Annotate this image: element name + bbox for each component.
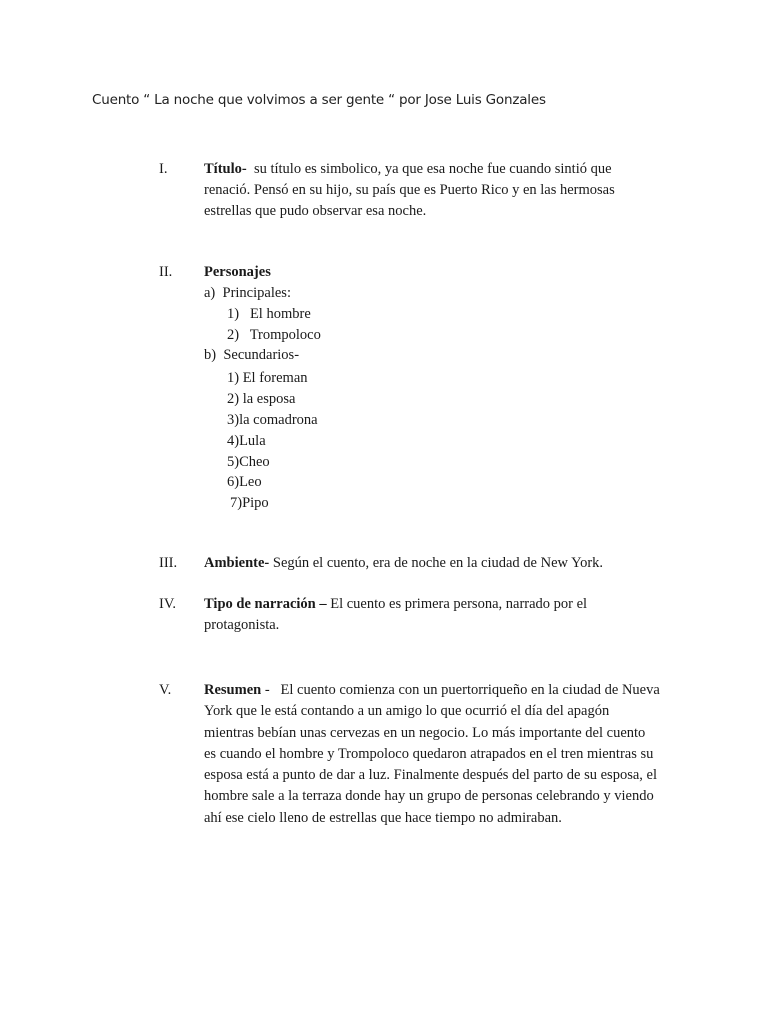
list-item: 2) la esposa	[227, 391, 296, 407]
section-body	[204, 553, 644, 574]
section-body	[204, 594, 644, 636]
section-text-line: protagonista.	[204, 617, 280, 633]
list-item: 6)Leo	[227, 474, 262, 490]
list-item: 4)Lula	[227, 433, 266, 449]
list-item: 2) Trompoloco	[227, 327, 321, 343]
section-heading: Resumen	[204, 682, 262, 698]
principales-label: a) Principales:	[204, 285, 291, 301]
section-text-line: renació. Pensó en su hijo, su país que es Puerto Rico y en las hermosas	[204, 182, 615, 198]
section-body	[204, 262, 644, 283]
section-text-line: - El cuento comienza con un puertorriqueño en la ciudad de Nueva	[261, 682, 660, 698]
section-heading: Tipo de narración –	[204, 596, 327, 612]
section-heading: Ambiente-	[204, 555, 270, 571]
section-text-line: El cuento es primera persona, narrado por el	[326, 596, 588, 612]
list-item: 1) El foreman	[227, 370, 308, 386]
section-text-line: Según el cuento, era de noche en la ciudad de New York.	[269, 555, 604, 571]
list-item: 7)Pipo	[230, 495, 269, 511]
list-item: 3)la comadrona	[227, 412, 318, 428]
document-title: Cuento “ La noche que volvimos a ser gente “ por Jose Luis Gonzales	[92, 92, 546, 108]
list-item: 5)Cheo	[227, 454, 270, 470]
section-body	[204, 159, 644, 222]
section-text-line: estrellas que pudo observar esa noche.	[204, 203, 427, 219]
section-numeral: I.	[159, 161, 168, 177]
section-numeral: V.	[159, 682, 172, 698]
section-numeral: III.	[159, 555, 178, 571]
section-text-line: mientras bebían unas cervezas en un negocio. Lo más importante del cuento	[204, 724, 646, 741]
section-heading: Título-	[204, 161, 247, 177]
section-text-line: es cuando el hombre y Trompoloco quedaron atrapados en el tren mientras su	[204, 745, 654, 762]
section-text-line: York que le está contando a un amigo lo que ocurrió el día del apagón	[204, 703, 610, 720]
section-body	[204, 680, 660, 829]
section-numeral: IV.	[159, 596, 177, 612]
section-text-line: ahí ese cielo lleno de estrellas que hace tiempo no admiraban.	[204, 809, 562, 826]
section-text-line: esposa está a punto de dar a luz. Finalmente después del parto de su esposa, el	[204, 767, 657, 784]
secundarios-label: b) Secundarios-	[204, 347, 300, 363]
list-item: 1) El hombre	[227, 306, 311, 322]
section-text-line: hombre sale a la terraza donde hay un grupo de personas celebrando y viendo	[204, 788, 654, 805]
section-heading: Personajes	[204, 264, 271, 280]
section-text-line: su título es simbolico, ya que esa noche fue cuando sintió que	[246, 161, 612, 177]
section-numeral: II.	[159, 264, 173, 280]
